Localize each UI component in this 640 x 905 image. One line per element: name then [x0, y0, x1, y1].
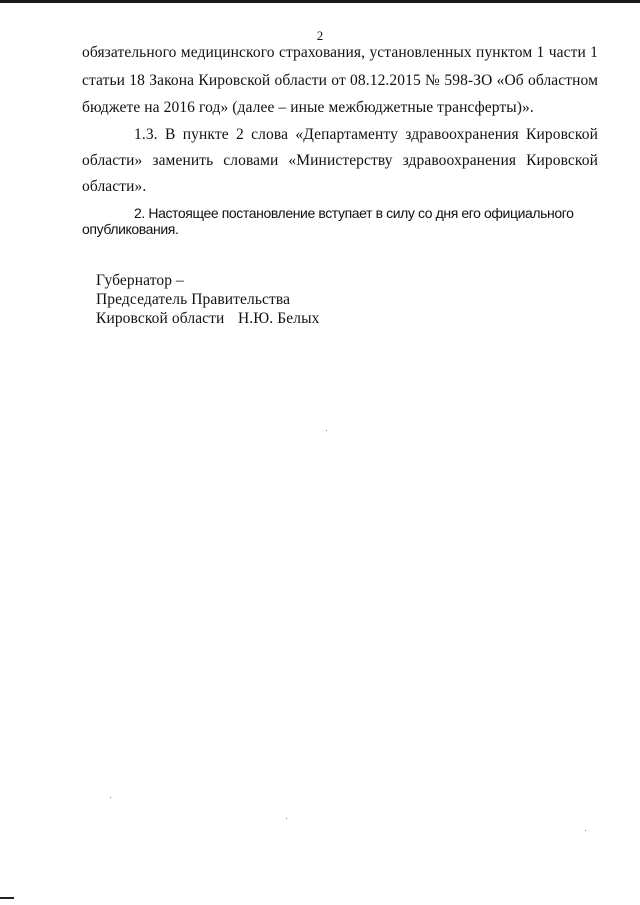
signature-title-line-2: Председатель Правительства — [96, 291, 291, 308]
signatory-name: Н.Ю. Белых — [238, 310, 320, 327]
paragraph-1-3-line-3: области». — [82, 178, 147, 195]
scan-speck — [286, 818, 287, 819]
scan-speck — [110, 797, 111, 798]
paragraph-2-line-1: 2. Настоящее постановление вступает в силу со дня его официального — [134, 205, 574, 221]
scan-speck — [585, 830, 586, 831]
scan-edge-mark — [0, 897, 14, 899]
paragraph-1-line-3: бюджете на 2016 год» (далее – иные межбюджетные трансферты)». — [82, 99, 534, 116]
paragraph-1-line-2: статьи 18 Закона Кировской области от 08.12.2015 № 598-ЗО «Об областном — [82, 72, 598, 89]
paragraph-1-3-line-1: 1.3. В пункте 2 слова «Департаменту здравоохранения Кировской — [134, 126, 598, 143]
paragraph-2-line-2: опубликования. — [82, 221, 179, 237]
paragraph-1-3-line-2: области» заменить словами «Министерству здравоохранения Кировской — [82, 152, 598, 169]
page-number: 2 — [316, 28, 324, 43]
signature-title-line-3: Кировской области — [96, 310, 225, 327]
signature-title-line-1: Губернатор – — [96, 272, 184, 289]
top-edge-rule — [0, 0, 640, 3]
scan-speck — [326, 430, 327, 431]
paragraph-1-line-1: обязательного медицинского страхования, установленных пунктом 1 части 1 — [82, 44, 598, 61]
